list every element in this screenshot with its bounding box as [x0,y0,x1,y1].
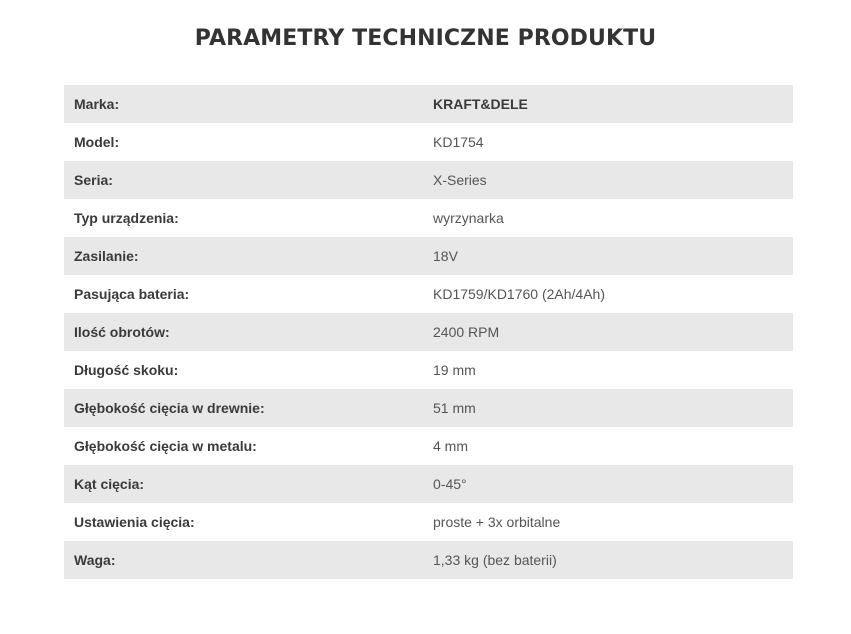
spec-label: Marka: [64,85,423,123]
spec-label: Zasilanie: [64,237,423,275]
spec-label: Waga: [64,541,423,579]
spec-value: KD1754 [423,123,793,161]
spec-row-waga [64,541,793,579]
spec-label: Model: [64,123,423,161]
spec-label: Głębokość cięcia w metalu: [64,427,423,465]
spec-row-model [64,123,793,161]
spec-value: 2400 RPM [423,313,793,351]
spec-row-kat [64,465,793,503]
page-title: PARAMETRY TECHNICZNE PRODUKTU [194,26,657,51]
spec-row-skok [64,351,793,389]
spec-label: Długość skoku: [64,351,423,389]
spec-row-zasilanie [64,237,793,275]
spec-label: Typ urządzenia: [64,199,423,237]
spec-value: 0-45° [423,465,793,503]
spec-label: Pasująca bateria: [64,275,423,313]
spec-value: 18V [423,237,793,275]
spec-label: Ilość obrotów: [64,313,423,351]
spec-table [64,85,793,579]
spec-row-ustawienia [64,503,793,541]
spec-label: Ustawienia cięcia: [64,503,423,541]
spec-value: KRAFT&DELE [423,85,793,123]
spec-value: wyrzynarka [423,199,793,237]
spec-value: 1,33 kg (bez baterii) [423,541,793,579]
spec-row-bateria [64,275,793,313]
spec-row-marka [64,85,793,123]
spec-value: proste + 3x orbitalne [423,503,793,541]
spec-value: 19 mm [423,351,793,389]
spec-value: 51 mm [423,389,793,427]
spec-row-drewno [64,389,793,427]
spec-label: Głębokość cięcia w drewnie: [64,389,423,427]
spec-row-obroty [64,313,793,351]
spec-label: Kąt cięcia: [64,465,423,503]
spec-value: 4 mm [423,427,793,465]
spec-row-seria [64,161,793,199]
spec-value: KD1759/KD1760 (2Ah/4Ah) [423,275,793,313]
spec-value: X-Series [423,161,793,199]
spec-row-typ [64,199,793,237]
spec-row-metal [64,427,793,465]
spec-label: Seria: [64,161,423,199]
